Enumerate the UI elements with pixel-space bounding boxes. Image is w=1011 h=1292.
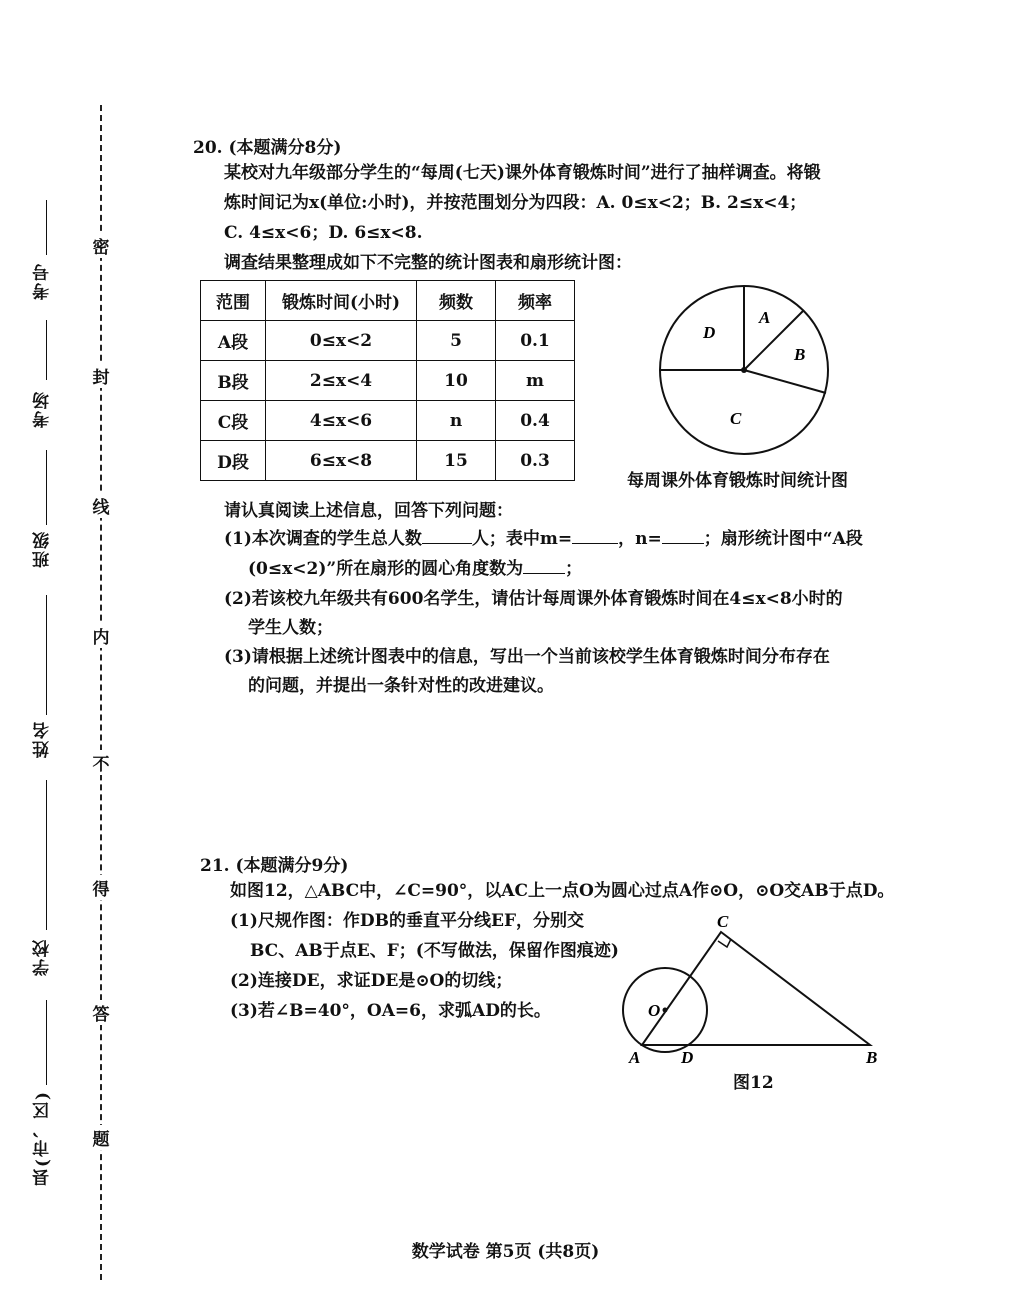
seal-char: 封 — [90, 363, 112, 388]
q21-part-1-line-1: (1)尺规作图：作DB的垂直平分线EF，分别交 — [230, 911, 585, 931]
table-cell: 0.1 — [496, 321, 575, 361]
q20-part-1-line-2 — [248, 554, 582, 584]
q20-header: 20. (本题满分8分) — [193, 138, 342, 158]
table-cell: 0.3 — [496, 441, 575, 481]
field-line-county — [46, 1000, 47, 1085]
table-cell: 5 — [417, 321, 496, 361]
q20-part-1-text: (1)本次调查的学生总人数 — [224, 529, 422, 549]
q20-intro-line-1: 某校对九年级部分学生的“每周(七天)课外体育锻炼时间”进行了抽样调查。将锻 — [224, 163, 821, 183]
table-cell: m — [496, 361, 575, 401]
field-line-name — [46, 595, 47, 715]
q20-intro-line-3: C. 4≤x<6；D. 6≤x<8. — [224, 223, 423, 243]
field-line-exam-number — [46, 200, 47, 255]
answer-blank-m[interactable] — [572, 543, 618, 544]
table-cell: 15 — [417, 441, 496, 481]
q20-part-3-line-1: (3)请根据上述统计图表中的信息，写出一个当前该校学生体育锻炼时间分布存在 — [224, 647, 830, 667]
table-cell: C段 — [201, 401, 266, 441]
table-row — [201, 321, 575, 361]
table-header-cell: 范围 — [201, 281, 266, 321]
table-cell: 10 — [417, 361, 496, 401]
pie-caption: 每周课外体育锻炼时间统计图 — [627, 471, 848, 491]
point-label-b: B — [866, 1048, 878, 1067]
seal-char: 密 — [90, 233, 112, 258]
seal-char: 线 — [90, 493, 112, 518]
point-o — [663, 1008, 668, 1013]
point-label-a: A — [629, 1048, 641, 1067]
table-header-row — [201, 281, 575, 321]
seal-dashed-line — [100, 105, 102, 1280]
q21-part-1-line-2: BC、AB于点E、F；(不写做法，保留作图痕迹) — [250, 941, 619, 961]
seal-char: 题 — [90, 1125, 112, 1150]
seal-char: 得 — [90, 875, 112, 900]
q20-part-1-line-1 — [224, 524, 863, 554]
q21-intro: 如图12，△ABC中，∠C=90°，以AC上一点O为圆心过点A作⊙O，⊙O交AB于点D。 — [230, 881, 895, 901]
field-label-school: 学校 — [33, 938, 53, 976]
answer-blank-n[interactable] — [662, 543, 704, 544]
pie-label-b: B — [794, 345, 806, 364]
table-cell: n — [417, 401, 496, 441]
table-row — [201, 441, 575, 481]
triangle-abc — [642, 932, 870, 1045]
q20-intro-line-4: 调查结果整理成如下不完整的统计图表和扇形统计图： — [224, 253, 632, 273]
table-cell: 6≤x<8 — [266, 441, 417, 481]
frequency-table — [200, 280, 575, 481]
field-line-exam-room-top — [46, 320, 47, 380]
pie-chart — [655, 280, 835, 465]
pie-center-dot — [741, 367, 747, 373]
table-cell: 2≤x<4 — [266, 361, 417, 401]
seal-char: 答 — [90, 1000, 112, 1025]
pie-label-c: C — [730, 409, 742, 428]
table-cell: 4≤x<6 — [266, 401, 417, 441]
q20-read-prompt: 请认真阅读上述信息，回答下列问题： — [224, 501, 513, 521]
q20-part-1-text: ；扇形统计图中“A段 — [703, 529, 863, 549]
field-line-school — [46, 780, 47, 930]
q21-header: 21. (本题满分9分) — [200, 856, 349, 876]
pie-radius-bc — [744, 370, 826, 393]
table-cell: 0.4 — [496, 401, 575, 441]
field-label-exam-room: 考场 — [33, 390, 53, 428]
q20-part-2-line-1: (2)若该校九年级共有600名学生，请估计每周课外体育锻炼时间在4≤x<8小时的 — [224, 589, 843, 609]
point-label-o: O — [648, 1001, 661, 1020]
answer-blank-angle[interactable] — [523, 573, 565, 574]
table-header-cell: 频率 — [496, 281, 575, 321]
table-cell: 0≤x<2 — [266, 321, 417, 361]
table-cell: B段 — [201, 361, 266, 401]
seal-char: 不 — [90, 750, 112, 775]
q21-part-3: (3)若∠B=40°，OA=6，求弧AD的长。 — [230, 1001, 551, 1021]
point-label-c: C — [717, 912, 729, 931]
q20-part-1-text: (0≤x<2)”所在扇形的圆心角度数为 — [248, 559, 524, 579]
page-footer: 数学试卷 第5页 (共8页) — [411, 1242, 600, 1262]
seal-char: 内 — [90, 623, 112, 648]
table-header-cell: 锻炼时间(小时) — [266, 281, 417, 321]
pie-label-a: A — [759, 308, 771, 327]
q20-intro-line-2: 炼时间记为x(单位:小时)，并按范围划分为四段：A. 0≤x<2；B. 2≤x<4； — [224, 193, 807, 213]
q20-part-1-text: ，n= — [618, 529, 662, 549]
q20-part-2-line-2: 学生人数； — [248, 618, 333, 638]
field-line-class — [46, 450, 47, 525]
field-label-county: 县(市、区) — [33, 1090, 53, 1187]
q20-part-3-line-2: 的问题，并提出一条针对性的改进建议。 — [248, 676, 554, 696]
q20-part-1-text: ； — [565, 559, 583, 579]
field-label-name: 姓名 — [33, 720, 53, 758]
q21-part-2: (2)连接DE，求证DE是⊙O的切线； — [230, 971, 513, 991]
answer-blank-total[interactable] — [422, 543, 472, 544]
right-angle-mark — [718, 939, 731, 947]
q20-part-1-text: 人；表中m= — [471, 529, 573, 549]
table-cell: D段 — [201, 441, 266, 481]
figure-12-caption: 图12 — [733, 1073, 774, 1093]
table-row — [201, 361, 575, 401]
table-header-cell: 频数 — [417, 281, 496, 321]
table-row — [201, 401, 575, 441]
table-cell: A段 — [201, 321, 266, 361]
field-label-exam-number: 考号 — [33, 262, 53, 300]
field-label-class: 班级 — [33, 530, 53, 568]
pie-label-d: D — [703, 323, 716, 342]
point-label-d: D — [681, 1048, 694, 1067]
